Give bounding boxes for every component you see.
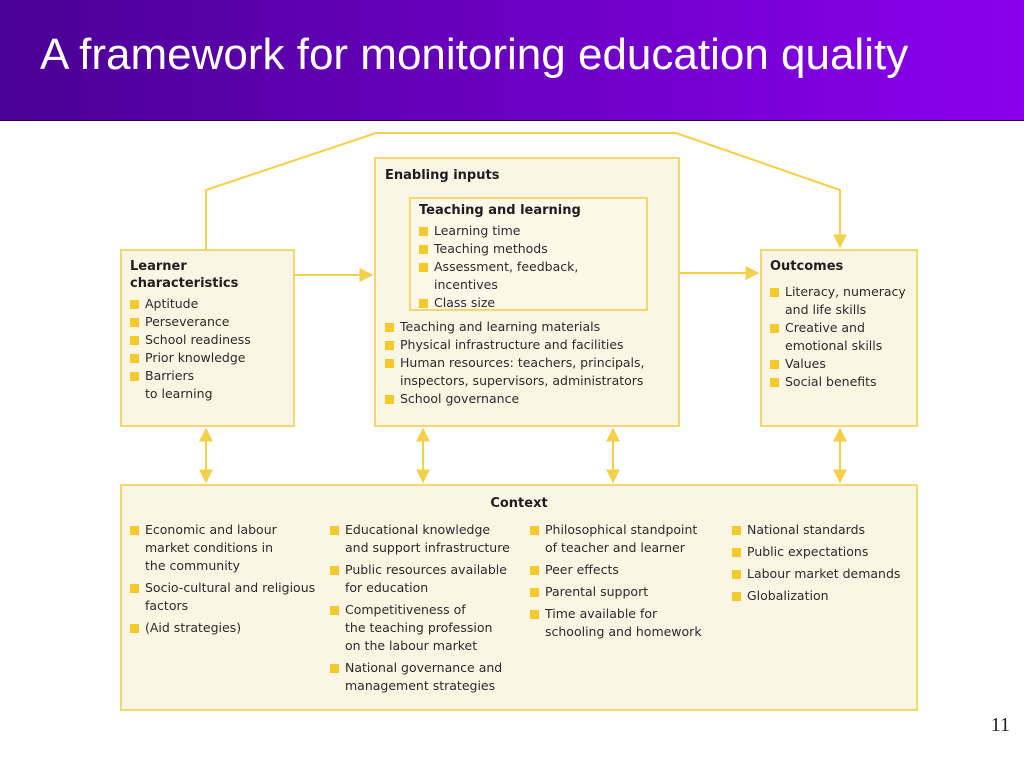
list-item: Educational knowledge and support infrastructure — [330, 521, 520, 557]
list-item: Public expectations — [732, 543, 912, 561]
list-item: Socio-cultural and religious factors — [130, 579, 320, 615]
page-number: 11 — [990, 714, 1010, 736]
list-item: Assessment, feedback, incentives — [419, 258, 638, 294]
list-item: Aptitude — [130, 295, 285, 313]
learner-list — [130, 295, 285, 403]
outcomes-box — [760, 249, 918, 427]
enabling-title: Enabling inputs — [385, 168, 500, 183]
list-item: Creative and emotional skills — [770, 319, 908, 355]
enabling-inputs-box — [374, 157, 680, 427]
list-item: Competitiveness of the teaching profession on the labour market — [330, 601, 520, 655]
teaching-learning-box — [409, 197, 648, 311]
list-item: Time available for schooling and homework — [530, 605, 720, 641]
outcomes-title: Outcomes — [770, 259, 844, 274]
outcomes-list — [770, 283, 908, 391]
context-column-2 — [330, 521, 520, 699]
list-item: Teaching and learning materials — [385, 318, 675, 336]
teaching-title: Teaching and learning — [419, 203, 581, 218]
list-item: Physical infrastructure and facilities — [385, 336, 675, 354]
context-box — [120, 484, 918, 711]
list-item: Teaching methods — [419, 240, 638, 258]
list-item: Globalization — [732, 587, 912, 605]
context-column-1 — [130, 521, 320, 641]
list-item: Barriers to learning — [130, 367, 285, 403]
list-item: Class size — [419, 294, 638, 312]
slide-title: A framework for monitoring education quality — [40, 30, 909, 79]
list-item: Peer effects — [530, 561, 720, 579]
list-item: Learning time — [419, 222, 638, 240]
enabling-list — [385, 318, 675, 408]
list-item: Social benefits — [770, 373, 908, 391]
list-item: Philosophical standpoint of teacher and learner — [530, 521, 720, 557]
list-item: Labour market demands — [732, 565, 912, 583]
list-item: School governance — [385, 390, 675, 408]
list-item: (Aid strategies) — [130, 619, 320, 637]
list-item: Perseverance — [130, 313, 285, 331]
context-title: Context — [490, 496, 548, 511]
list-item: National governance and management strategies — [330, 659, 520, 695]
list-item: Economic and labour market conditions in the community — [130, 521, 320, 575]
list-item: Prior knowledge — [130, 349, 285, 367]
list-item: Literacy, numeracy and life skills — [770, 283, 908, 319]
list-item: Human resources: teachers, principals, inspectors, supervisors, administrators — [385, 354, 675, 390]
list-item: Parental support — [530, 583, 720, 601]
teaching-list — [419, 222, 638, 312]
learner-characteristics-box — [120, 249, 295, 427]
context-column-3 — [530, 521, 720, 645]
list-item: Public resources available for education — [330, 561, 520, 597]
learner-title: Learner characteristics — [130, 259, 239, 291]
list-item: Values — [770, 355, 908, 373]
list-item: School readiness — [130, 331, 285, 349]
context-column-4 — [732, 521, 912, 609]
list-item: National standards — [732, 521, 912, 539]
